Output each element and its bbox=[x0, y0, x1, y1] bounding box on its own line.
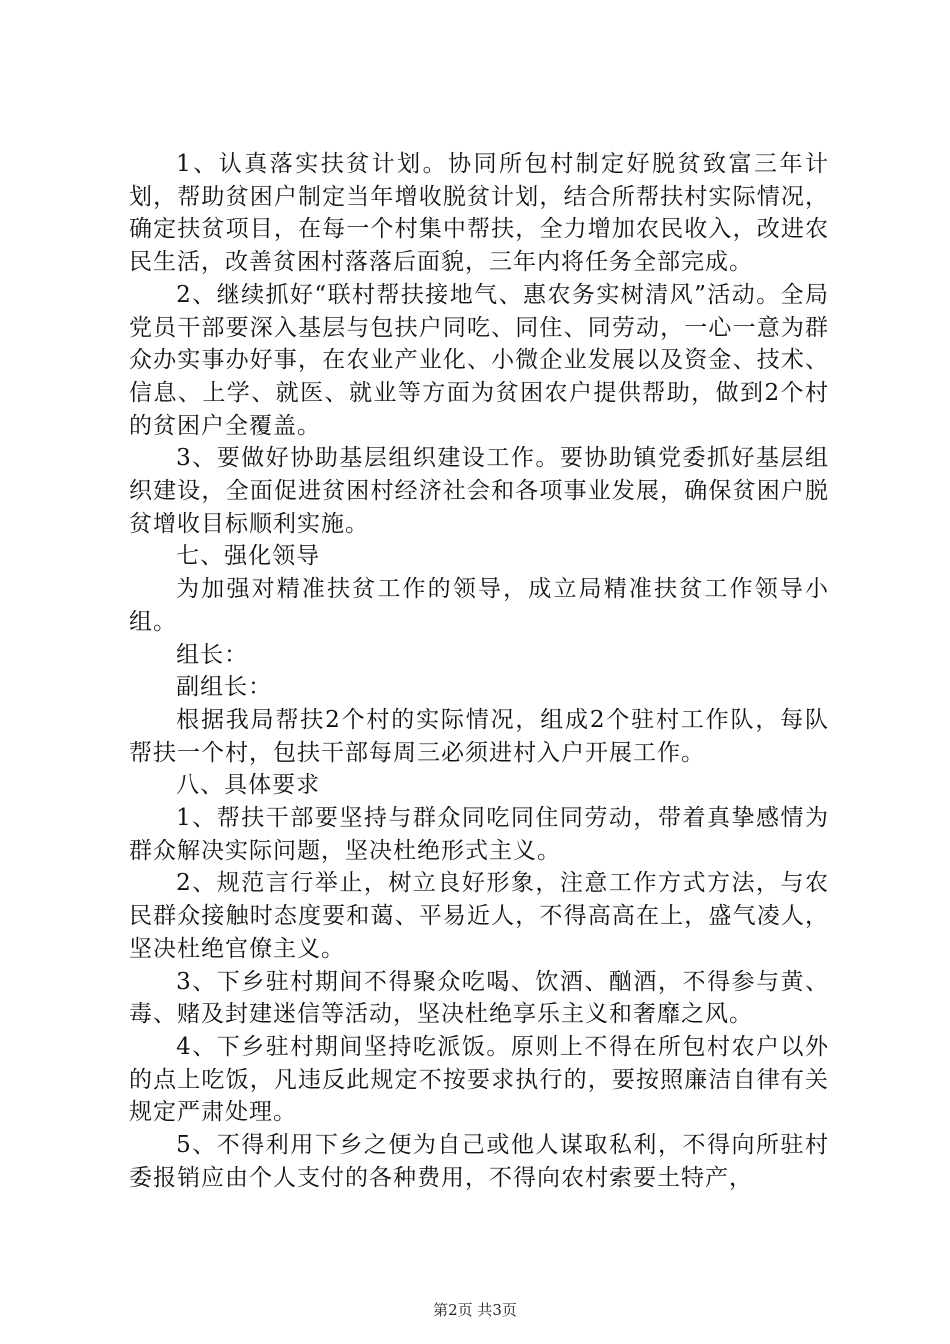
paragraph-task-3: 3、要做好协助基层组织建设工作。要协助镇党委抓好基层组织建设，全面促进贫困村经济社会和各项事业发展，确保贫困户脱贫增收目标顺利实施。 bbox=[129, 445, 829, 537]
paragraph-work-teams: 根据我局帮扶2个村的实际情况，组成2个驻村工作队，每队帮扶一个村，包扶干部每周三必须进村入户开展工作。 bbox=[129, 706, 829, 766]
paragraph-deputy-leader: 副组长： bbox=[176, 674, 273, 701]
page-footer: 第2页 共3页 bbox=[433, 1301, 517, 1319]
paragraph-requirement-3: 3、下乡驻村期间不得聚众吃喝、饮酒、酗酒，不得参与黄、毒、赌及封建迷信等活动，坚决杜绝享乐主义和奢靡之风。 bbox=[129, 968, 829, 1028]
paragraph-group-leader: 组长： bbox=[176, 641, 249, 668]
paragraph-task-2: 2、继续抓好“联村帮扶接地气、惠农务实树清风”活动。全局党员干部要深入基层与包扶户同吃、同住、同劳动，一心一意为群众办实事办好事，在农业产业化、小微企业发展以及资金、技术、信息、上学、就医、就业等方面为贫困农户提供帮助，做到2个村的贫困户全覆盖。 bbox=[129, 281, 829, 439]
section-heading-leadership: 七、强化领导 bbox=[176, 543, 321, 570]
paragraph-task-1: 1、认真落实扶贫计划。协同所包村制定好脱贫致富三年计划，帮助贫困户制定当年增收脱贫计划，结合所帮扶村实际情况，确定扶贫项目，在每一个村集中帮扶，全力增加农民收入，改进农民生活，改善贫困村落落后面貌，三年内将任务全部完成。 bbox=[129, 151, 829, 276]
paragraph-requirement-1: 1、帮扶干部要坚持与群众同吃同住同劳动，带着真挚感情为群众解决实际问题，坚决杜绝形式主义。 bbox=[129, 805, 829, 864]
paragraph-leadership-group: 为加强对精准扶贫工作的领导，成立局精准扶贫工作领导小组。 bbox=[129, 576, 829, 635]
paragraph-requirement-4: 4、下乡驻村期间坚持吃派饭。原则上不得在所包村农户以外的点上吃饭，凡违反此规定不按要求执行的，要按照廉洁自律有关规定严肃处理。 bbox=[129, 1033, 829, 1126]
document-body bbox=[129, 148, 829, 1195]
section-heading-requirements: 八、具体要求 bbox=[176, 772, 321, 799]
paragraph-requirement-5: 5、不得利用下乡之便为自己或他人谋取私利，不得向所驻村委报销应由个人支付的各种费用，不得向农村索要土特产， bbox=[129, 1132, 829, 1191]
paragraph-requirement-2: 2、规范言行举止，树立良好形象，注意工作方式方法，与农民群众接触时态度要和蔼、平易近人，不得高高在上，盛气凌人，坚决杜绝官僚主义。 bbox=[129, 870, 829, 962]
